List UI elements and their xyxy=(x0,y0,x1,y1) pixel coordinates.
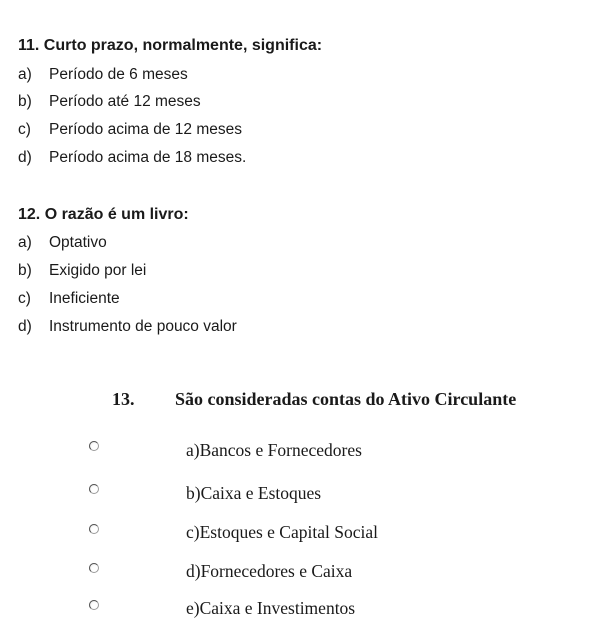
question-12-option-c xyxy=(18,290,120,308)
question-11-option-c xyxy=(18,121,242,139)
radio-button-e[interactable] xyxy=(89,600,99,610)
radio-label-c: c)Estoques e Capital Social xyxy=(186,522,378,542)
question-11-option-a xyxy=(18,66,188,84)
question-13-title: São consideradas contas do Ativo Circulante xyxy=(175,389,517,409)
option-text: Período acima de 12 meses xyxy=(49,121,242,138)
radio-label-d: d)Fornecedores e Caixa xyxy=(186,561,353,581)
option-text: Optativo xyxy=(49,234,107,251)
radio-button-d[interactable] xyxy=(89,563,99,573)
option-letter: a) xyxy=(18,234,32,251)
option-letter: b) xyxy=(18,93,32,110)
option-letter: a) xyxy=(18,66,32,83)
question-12-option-d xyxy=(18,318,237,336)
radio-label-e: e)Caixa e Investimentos xyxy=(186,598,356,618)
question-13-number: 13. xyxy=(112,389,135,409)
radio-button-c[interactable] xyxy=(89,524,99,534)
question-12-option-a xyxy=(18,234,107,252)
option-text: Período de 6 meses xyxy=(49,66,188,83)
question-11-title: 11. Curto prazo, normalmente, significa: xyxy=(18,37,323,54)
option-letter: b) xyxy=(18,262,32,279)
option-letter: c) xyxy=(18,290,31,307)
question-12-title: 12. O razão é um livro: xyxy=(18,206,189,223)
radio-button-b[interactable] xyxy=(89,484,99,494)
radio-label-a: a)Bancos e Fornecedores xyxy=(186,440,362,460)
option-text: Ineficiente xyxy=(49,290,120,307)
option-text: Período até 12 meses xyxy=(49,93,201,110)
option-letter: d) xyxy=(18,318,32,335)
option-letter: c) xyxy=(18,121,31,138)
question-11-option-b xyxy=(18,93,201,111)
radio-button-a[interactable] xyxy=(89,441,99,451)
option-text: Exigido por lei xyxy=(49,262,147,279)
radio-label-b: b)Caixa e Estoques xyxy=(186,483,322,503)
question-12-option-b xyxy=(18,262,146,280)
question-11-option-d xyxy=(18,149,246,167)
option-letter: d) xyxy=(18,149,32,166)
option-text: Período acima de 18 meses. xyxy=(49,149,247,166)
option-text: Instrumento de pouco valor xyxy=(49,318,237,335)
